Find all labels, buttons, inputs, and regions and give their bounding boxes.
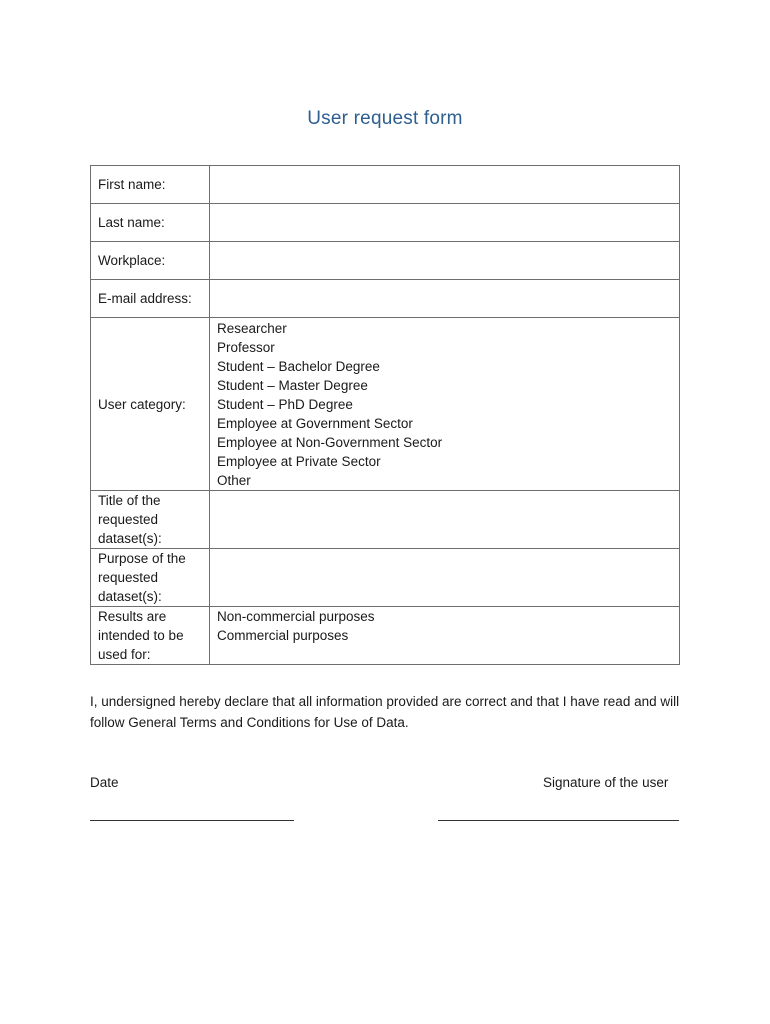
user-category-label: User category: — [91, 318, 210, 491]
workplace-label: Workplace: — [91, 242, 210, 280]
dataset-purpose-label: Purpose of the requested dataset(s): — [91, 549, 210, 607]
results-usage-label: Results are intended to be used for: — [91, 607, 210, 665]
first-name-field[interactable] — [210, 166, 680, 204]
signature-label: Signature of the user — [543, 775, 669, 790]
workplace-row — [91, 242, 680, 280]
category-option-researcher[interactable]: Researcher — [217, 321, 287, 336]
results-usage-row — [91, 607, 680, 665]
request-form-table — [90, 165, 680, 665]
dataset-title-field[interactable] — [210, 491, 680, 549]
results-option-commercial[interactable]: Commercial purposes — [217, 628, 349, 643]
category-option-bachelor[interactable]: Student – Bachelor Degree — [217, 359, 380, 374]
dataset-purpose-field[interactable] — [210, 549, 680, 607]
first-name-label: First name: — [91, 166, 210, 204]
category-option-non-government[interactable]: Employee at Non-Government Sector — [217, 435, 443, 450]
category-option-private[interactable]: Employee at Private Sector — [217, 454, 381, 469]
email-label: E-mail address: — [91, 280, 210, 318]
dataset-title-label: Title of the requested dataset(s): — [91, 491, 210, 549]
category-option-other[interactable]: Other — [217, 473, 251, 488]
page-title: User request form — [307, 108, 463, 129]
category-option-government[interactable]: Employee at Government Sector — [217, 416, 413, 431]
last-name-field[interactable] — [210, 204, 680, 242]
last-name-row — [91, 204, 680, 242]
category-option-professor[interactable]: Professor — [217, 340, 275, 355]
date-label: Date — [90, 775, 119, 790]
email-field[interactable] — [210, 280, 680, 318]
user-category-options — [210, 318, 680, 491]
category-option-phd[interactable]: Student – PhD Degree — [217, 397, 353, 412]
results-usage-options — [210, 607, 680, 665]
signature-line[interactable] — [438, 820, 679, 821]
category-option-master[interactable]: Student – Master Degree — [217, 378, 368, 393]
first-name-row — [91, 166, 680, 204]
last-name-label: Last name: — [91, 204, 210, 242]
email-row — [91, 280, 680, 318]
date-line[interactable] — [90, 820, 294, 821]
workplace-field[interactable] — [210, 242, 680, 280]
dataset-title-row — [91, 491, 680, 549]
user-category-row — [91, 318, 680, 491]
results-option-non-commercial[interactable]: Non-commercial purposes — [217, 609, 375, 624]
declaration-text: I, undersigned hereby declare that all information provided are correct and that I have read and will follow General Terms and Conditions for Use of Data. — [90, 694, 680, 730]
dataset-purpose-row — [91, 549, 680, 607]
